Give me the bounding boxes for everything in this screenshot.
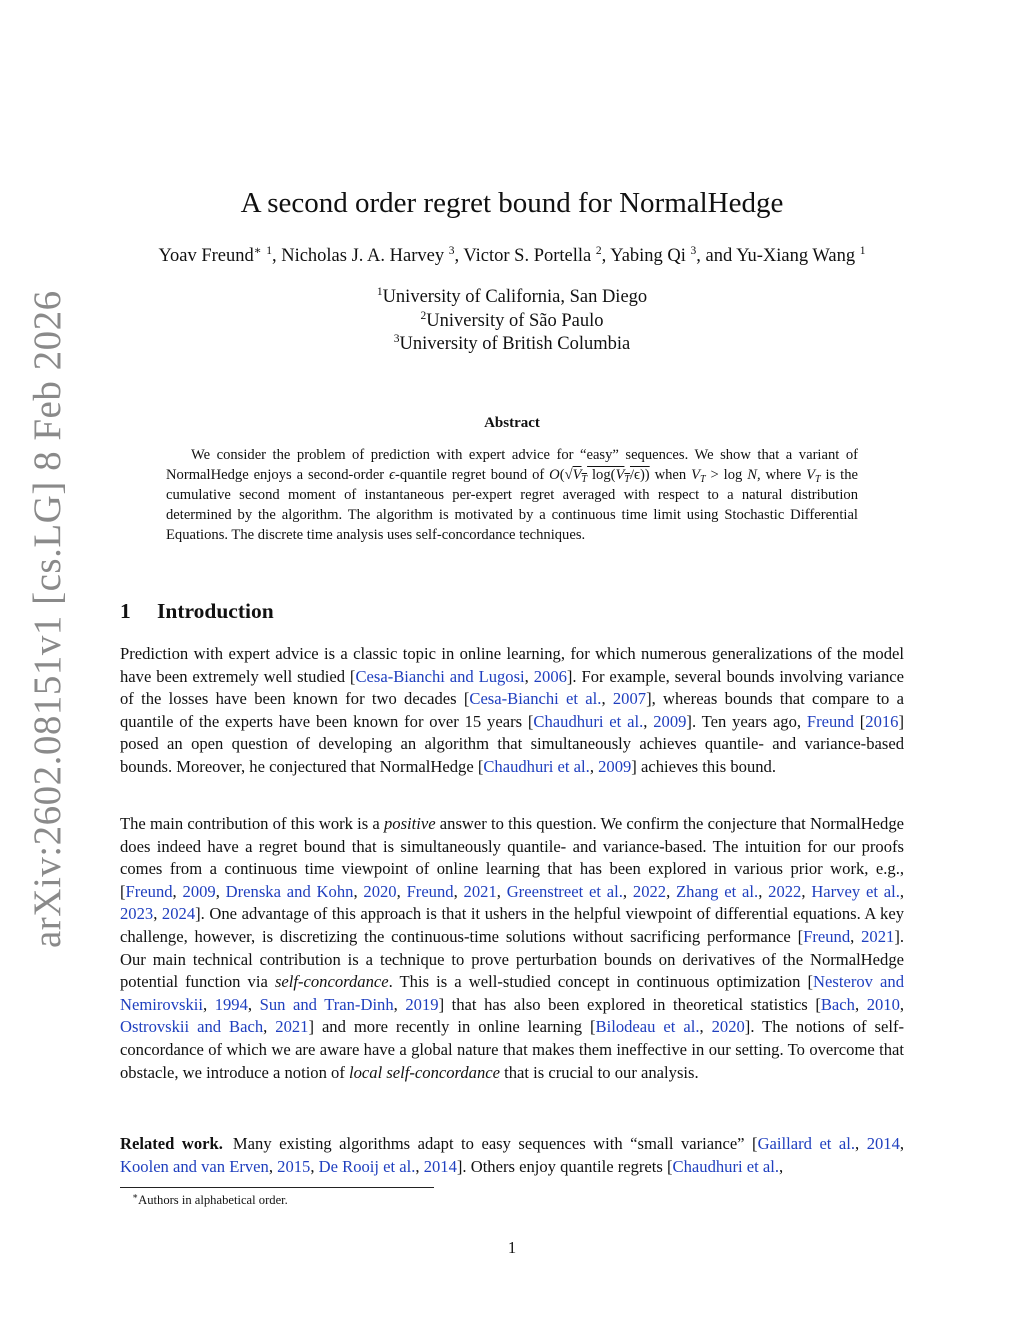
math-v: V [806, 467, 816, 484]
citation-link[interactable]: De Rooij et al. [318, 1156, 416, 1176]
paragraph-text: , [415, 1156, 424, 1176]
citation-link[interactable]: 2014 [866, 1134, 900, 1153]
abstract-heading: Abstract [484, 415, 540, 431]
citation-link[interactable]: Greenstreet et al. [506, 881, 623, 901]
citation-link[interactable]: 2007 [612, 689, 647, 709]
citation-link[interactable]: 2024 [161, 904, 196, 924]
paragraph-text: , [393, 994, 406, 1014]
section-title: Introduction [157, 599, 274, 623]
citation-link[interactable]: Freund [125, 881, 173, 901]
affiliation-list [0, 286, 1024, 357]
math-n: N [747, 467, 757, 484]
author-footnote-mark: ∗ [253, 245, 262, 257]
emphasis: positive [383, 814, 436, 833]
paragraph-text: , [263, 1017, 276, 1037]
math-big-o: O [549, 467, 560, 484]
paragraph-text: , [396, 881, 407, 901]
citation-link[interactable]: Bach [820, 994, 855, 1014]
abstract-text: is the cumulative second moment of instantaneous per-expert regret averaged with respect to a natural distribution determined by the algorithm. The algorithm is motivated by a continuous time limit using Stochastic Differential Equations. The discrete time analysis uses self-concordance techniques. [166, 467, 858, 544]
author-separator: , and [696, 246, 737, 266]
affiliation-mark: 2 [420, 309, 427, 322]
paragraph-text: , [589, 756, 599, 776]
paragraph-text: ] and more recently in online learning [ [308, 1017, 596, 1037]
citation-link[interactable]: 2021 [275, 1017, 309, 1037]
abstract-text: -quantile regret bound of [394, 467, 550, 484]
affiliation-name: University of California, San Diego [382, 287, 648, 307]
paragraph-text: ]. For example, several bounds involving variance of the losses have been known for two decades [ [120, 666, 905, 709]
abstract-text: We consider the problem of prediction with expert advice for “easy” sequences. We show that a variant of NormalHedge enjoys a second-order [166, 447, 858, 484]
paragraph-text: , [899, 881, 905, 901]
abstract-text: when [649, 467, 692, 484]
citation-link[interactable]: 2023 [120, 904, 154, 924]
author-affiliation-mark: 3 [690, 245, 697, 257]
paragraph-text: , [310, 1156, 319, 1176]
author-affiliation-mark: 3 [448, 245, 455, 257]
paper-title: A second order regret bound for NormalHedge [240, 187, 784, 219]
citation-link[interactable]: Freund [803, 926, 851, 946]
citation-link[interactable]: Chaudhuri et al. [672, 1156, 779, 1176]
affiliation-name: University of São Paulo [426, 310, 604, 331]
math-log: log( [587, 467, 616, 484]
paragraph-text: ]. Others enjoy quantile regrets [ [456, 1156, 673, 1176]
paragraph-text: , [666, 881, 677, 901]
affiliation-name: University of British Columbia [399, 334, 631, 354]
math-close: /ϵ)) [629, 467, 650, 484]
paragraph-text: , [699, 1017, 712, 1037]
author-separator: , [271, 246, 282, 266]
paragraph-text: The main contribution of this work is a [120, 814, 384, 833]
author-name: Nicholas J. A. Harvey [281, 246, 445, 266]
citation-link[interactable]: 2020 [711, 1017, 745, 1037]
math-v: V [615, 467, 625, 484]
citation-link[interactable]: 2021 [861, 926, 895, 946]
citation-link[interactable]: 2006 [533, 666, 567, 686]
math-subscript: T [624, 474, 630, 486]
section-number: 1 [120, 599, 131, 623]
math-epsilon: ϵ [389, 467, 395, 484]
citation-link[interactable]: 2016 [865, 711, 899, 731]
paragraph-text: , [496, 881, 507, 901]
citation-link[interactable]: Bilodeau et al. [595, 1017, 700, 1037]
citation-link[interactable]: Chaudhuri et al. [533, 711, 644, 731]
citation-link[interactable]: Freund [406, 881, 454, 901]
math-subscript: T [581, 474, 588, 486]
run-in-heading: Related work. [120, 1134, 223, 1153]
paragraph-text: answer to this question. We confirm the conjecture that NormalHedge does indeed have a regret bound that is simultaneously quantile- and variance-based. The intuition for our proofs comes from a continuous time viewpoint of online learning that has been explored in various prior work, e.g., [ [120, 814, 904, 901]
section-heading [120, 597, 274, 625]
affiliation-mark: 1 [376, 286, 383, 298]
paragraph [120, 813, 904, 1084]
paragraph-text: , [247, 994, 260, 1014]
page-number: 1 [507, 1238, 517, 1257]
footnote [132, 1192, 288, 1209]
abstract-text: , where [756, 467, 807, 484]
paragraph-text: ]. The notions of self-concordance of which we are aware have a global nature that makes them ineffective in our setting. To overcome that obstacle, we introduce a notion of [120, 1017, 905, 1082]
citation-link[interactable]: Zhang et al. [676, 881, 759, 901]
citation-link[interactable]: Harvey et al. [811, 881, 900, 901]
author-name: Yoav Freund [158, 246, 254, 266]
author-affiliation-mark: 1 [859, 245, 866, 257]
citation-link[interactable]: Gaillard et al. [757, 1134, 856, 1153]
arxiv-identifier: arXiv:2602.08151v1 [cs.LG] 8 Feb 2026 [26, 290, 69, 948]
paragraph-text: [ [853, 711, 866, 731]
citation-link[interactable]: Ostrovskii and Bach [120, 1017, 264, 1037]
paragraph-text: , [453, 881, 464, 901]
paragraph-text: , [899, 994, 905, 1014]
paragraph [120, 643, 904, 779]
citation-link[interactable]: 2020 [363, 881, 397, 901]
paragraph-text: ]. Our main technical contribution is a technique to prove perturbation bounds on derivatives of the NormalHedge potential function via [120, 926, 904, 992]
citation-link[interactable]: 2022 [632, 881, 667, 901]
math-subscript: T [815, 474, 821, 486]
affiliation-mark: 3 [393, 333, 400, 345]
paragraph-text: , [601, 689, 613, 709]
footnote-text: Authors in alphabetical order. [138, 1193, 288, 1207]
paragraph-text: Many existing algorithms adapt to easy sequences with “small variance” [ [232, 1134, 758, 1153]
paragraph-text: , [801, 881, 812, 901]
emphasis: local self-concordance [349, 1062, 500, 1082]
math-sqrt-body [572, 467, 650, 486]
paragraph-text: ] that has also been explored in theoretical statistics [ [438, 994, 821, 1014]
paragraph-text: , [850, 926, 862, 946]
citation-link[interactable]: 2009 [598, 756, 632, 776]
author-list [0, 243, 1024, 269]
author-name: Yu-Xiang Wang [736, 246, 856, 266]
paragraph-text: , [854, 994, 867, 1014]
citation-link[interactable]: 2014 [423, 1156, 457, 1176]
citation-link[interactable]: 2021 [463, 881, 497, 901]
paragraph-text: , [215, 881, 226, 901]
paragraph-text: , [622, 881, 633, 901]
affiliation [0, 310, 1024, 334]
paragraph-text: , [202, 994, 215, 1014]
paragraph-text: , [153, 904, 162, 924]
paragraph-text: , [779, 1156, 784, 1176]
paragraph [120, 1133, 904, 1178]
paragraph-text: , [524, 666, 534, 686]
footnote-divider [120, 1187, 434, 1188]
citation-link[interactable]: Koolen and van Erven [120, 1156, 269, 1176]
paragraph-text: ] achieves this bound. [631, 756, 776, 776]
paragraph-text: ]. Ten years ago, [686, 711, 807, 731]
paragraph-text: ]. One advantage of this approach is that it ushers in the helpful viewpoint of differential equations. A key challenge, however, is discretizing the continuous-time solutions without sacrificing performance [ [120, 904, 905, 946]
citation-link[interactable]: Cesa-Bianchi and Lugosi [355, 666, 525, 686]
paragraph-text: Prediction with expert advice is a classic topic in online learning, for which numerous generalizations of the model have been extremely well studied [ [120, 644, 904, 686]
citation-link[interactable]: 2010 [866, 994, 900, 1014]
citation-link[interactable]: 2019 [405, 994, 439, 1014]
affiliation [0, 286, 1024, 310]
citation-link[interactable]: Chaudhuri et al. [483, 756, 590, 776]
citation-link[interactable]: Sun and Tran-Dinh [259, 994, 394, 1014]
citation-link[interactable]: Nesterov and Nemirovskii [120, 972, 904, 1014]
footnote-mark: ∗ [132, 1191, 139, 1201]
citation-link[interactable]: 2015 [277, 1156, 311, 1176]
author-separator: , [601, 246, 611, 266]
paragraph-text: , [643, 711, 654, 731]
citation-link[interactable]: 2009 [653, 711, 687, 731]
paragraph-text: , [899, 1134, 905, 1153]
math-subscript: T [700, 474, 706, 486]
citation-link[interactable]: 2009 [182, 881, 216, 901]
citation-link[interactable]: 1994 [214, 994, 248, 1014]
paragraph-text: , [172, 881, 183, 901]
paragraph-text: , [353, 881, 364, 901]
citation-link[interactable]: Drenska and Kohn [225, 881, 354, 901]
paragraph-text: , [268, 1156, 278, 1176]
citation-link[interactable]: Freund [806, 711, 854, 731]
paragraph-text: , [758, 881, 769, 901]
citation-link[interactable]: Cesa-Bianchi et al. [469, 689, 602, 709]
math-v: V [691, 467, 701, 484]
paragraph-text: ], whereas bounds that compare to a quantile of the experts have been known for over 15 years [ [120, 689, 905, 731]
citation-link[interactable]: 2022 [768, 881, 802, 901]
abstract-body [166, 445, 858, 545]
affiliation [0, 333, 1024, 357]
paragraph-text: that is crucial to our analysis. [500, 1062, 699, 1082]
author-name: Victor S. Portella [463, 246, 592, 266]
author-affiliation-mark: 2 [595, 245, 602, 257]
math-sqrt-open: (√ [559, 467, 573, 484]
author-separator: , [454, 246, 464, 266]
paragraph-text: ] posed an open question of developing an algorithm that simultaneously achieves quantile- and variance-based bounds. Moreover, he conjectured that NormalHedge [ [120, 711, 904, 776]
paragraph-text: . This is a well-studied concept in continuous optimization [ [388, 972, 814, 992]
emphasis: self-concordance [274, 972, 389, 992]
author-name: Yabing Qi [610, 246, 686, 266]
paragraph-text: , [855, 1134, 867, 1153]
author-affiliation-mark: 1 [266, 245, 272, 257]
math-v: V [572, 467, 582, 484]
math-log-condition: > log [705, 467, 748, 484]
